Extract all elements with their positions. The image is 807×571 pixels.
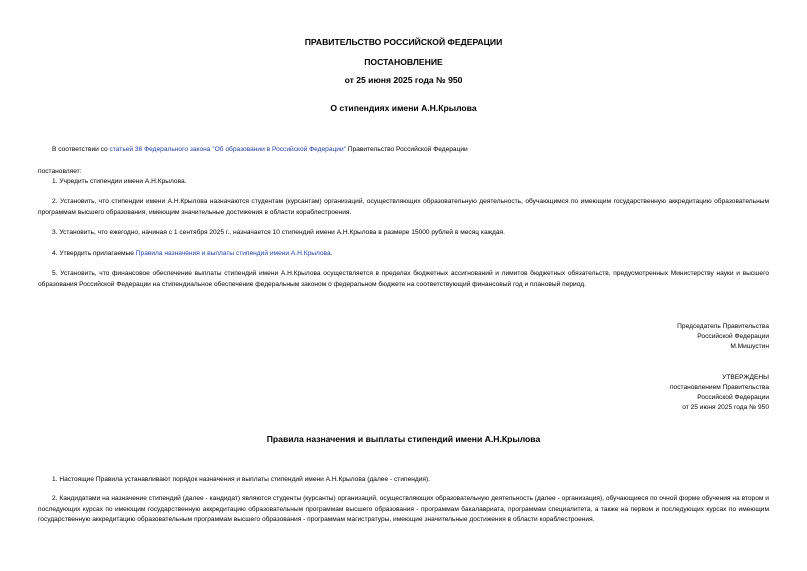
preamble-text-after: Правительство Российской Федерации bbox=[346, 146, 468, 153]
clause-4-text-before: 4. Утвердить прилагаемые bbox=[52, 250, 136, 257]
rules-paragraph-1: 1. Настоящие Правила устанавливают порядок назначения и выплаты стипендий имени А.Н.Крылова (далее - стипендия). bbox=[52, 476, 431, 483]
signature-name: М.Мишустин bbox=[730, 343, 769, 350]
preamble bbox=[52, 145, 468, 156]
clause-2: 2. Установить, что стипендии имени А.Н.Крылова назначаются студентам (курсантам) организаций, осуществляющих образовательную деятельность, обучающимся по имеющим государственную аккредитацию образовательным программам высшего образования, имеющим значительные достижения в области кораблестроения. bbox=[38, 198, 769, 216]
document-type-heading: ПОСТАНОВЛЕНИЕ bbox=[364, 57, 443, 67]
preamble-text-before: В соответствии со bbox=[52, 146, 110, 153]
rules-paragraph-2: 2. Кандидатами на назначение стипендий (далее - кандидат) являются студенты (курсанты) организаций, осуществляющих образовательную деятельность (далее - организация), обучающиеся по очной форме обучения на втором и последующих курсах по имеющим государственную аккредитацию образовательным программам высшего образования - программам бакалавриата, программам специалитета, а также на первом и последующих курсах по имеющим государственную аккредитацию образовательным программам высшего образования - программам магистратуры, имеющие значительные достижения в области кораблестроения. bbox=[38, 495, 769, 524]
clause-4 bbox=[52, 249, 333, 260]
approval-line-2: постановлением Правительства bbox=[669, 384, 769, 391]
government-heading: ПРАВИТЕЛЬСТВО РОССИЙСКОЙ ФЕДЕРАЦИИ bbox=[304, 37, 503, 47]
clause-3: 3. Установить, что ежегодно, начиная с 1 сентября 2025 г., назначается 10 стипендий имени А.Н.Крылова в размере 15000 рублей в месяц каждая. bbox=[52, 229, 505, 236]
rules-link[interactable]: Правила назначения и выплаты стипендий имени А.Н.Крылова bbox=[135, 250, 331, 257]
approval-date-number: от 25 июня 2025 года № 950 bbox=[682, 404, 769, 411]
clause-5: 5. Установить, что финансовое обеспечение выплаты стипендий имени А.Н.Крылова осуществляется в пределах бюджетных ассигнований и лимитов бюджетных обязательств, предусмотренных Министерству науки и высшего образования Российской Федерации на стипендиальное обеспечение федеральным законом о федеральном бюджете на соответствующий финансовый год и плановый период. bbox=[38, 270, 769, 288]
approval-line-3: Российской Федерации bbox=[697, 394, 769, 401]
document-date-number: от 25 июня 2025 года № 950 bbox=[344, 75, 463, 85]
document-title: О стипендиях имени А.Н.Крылова bbox=[330, 103, 477, 113]
signature-position-1: Председатель Правительства bbox=[677, 323, 769, 330]
law-article-link[interactable]: статьей 36 Федерального закона "Об образовании в Российской Федерации" bbox=[109, 146, 347, 153]
rules-title: Правила назначения и выплаты стипендий имени А.Н.Крылова bbox=[266, 434, 541, 444]
signature-position-2: Российской Федерации bbox=[697, 333, 769, 340]
approval-stamp: УТВЕРЖДЕНЫ bbox=[722, 374, 769, 381]
clause-4-text-after: . bbox=[330, 250, 333, 257]
decides-text: постановляет: bbox=[38, 168, 82, 175]
clause-1: 1. Учредить стипендии имени А.Н.Крылова. bbox=[52, 178, 187, 185]
